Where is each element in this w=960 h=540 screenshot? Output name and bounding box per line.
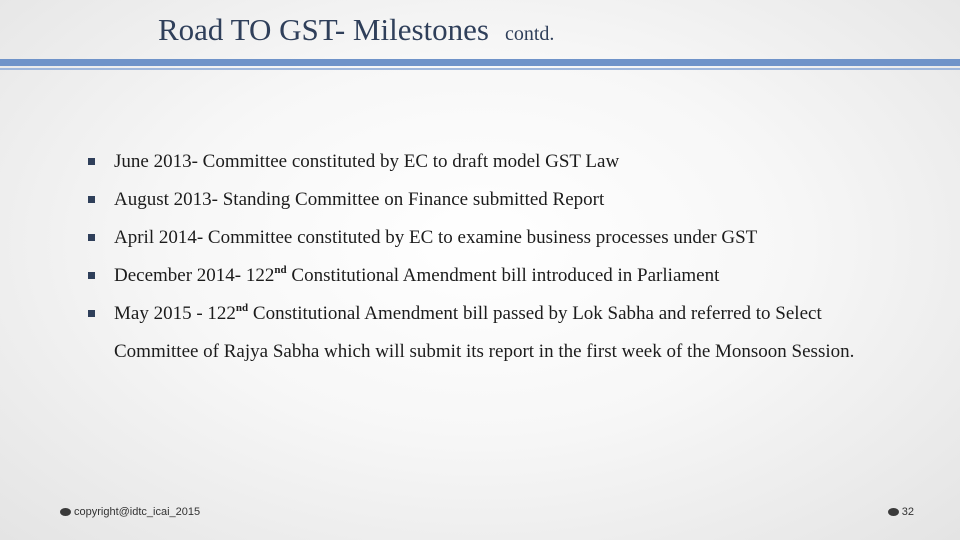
square-bullet-icon (88, 272, 95, 279)
list-item: May 2015 - 122nd Constitutional Amendment bill passed by Lok Sabha and referred to Select Committee of Rajya Sabha which will submit its report in the first week of the Monsoon Session. (88, 295, 888, 371)
square-bullet-icon (88, 234, 95, 241)
footer-dot-icon (888, 508, 899, 516)
title-divider-thin (0, 68, 960, 70)
slide-title (158, 12, 554, 48)
list-item: April 2014- Committee constituted by EC to examine business processes under GST (88, 219, 888, 257)
footer-copyright: copyright@idtc_icai_2015 (60, 506, 200, 518)
title-divider (0, 59, 960, 66)
list-item: June 2013- Committee constituted by EC to draft model GST Law (88, 143, 888, 181)
list-item: August 2013- Standing Committee on Finance submitted Report (88, 181, 888, 219)
milestone-list (88, 143, 888, 371)
title-suffix: contd. (504, 23, 555, 45)
title-text: Road TO GST- Milestones (158, 12, 489, 47)
square-bullet-icon (88, 158, 95, 165)
footer-dot-icon (60, 508, 71, 516)
list-item: December 2014- 122nd Constitutional Amendment bill introduced in Parliament (88, 257, 888, 295)
page-number: 32 (888, 506, 914, 518)
square-bullet-icon (88, 310, 95, 317)
square-bullet-icon (88, 196, 95, 203)
